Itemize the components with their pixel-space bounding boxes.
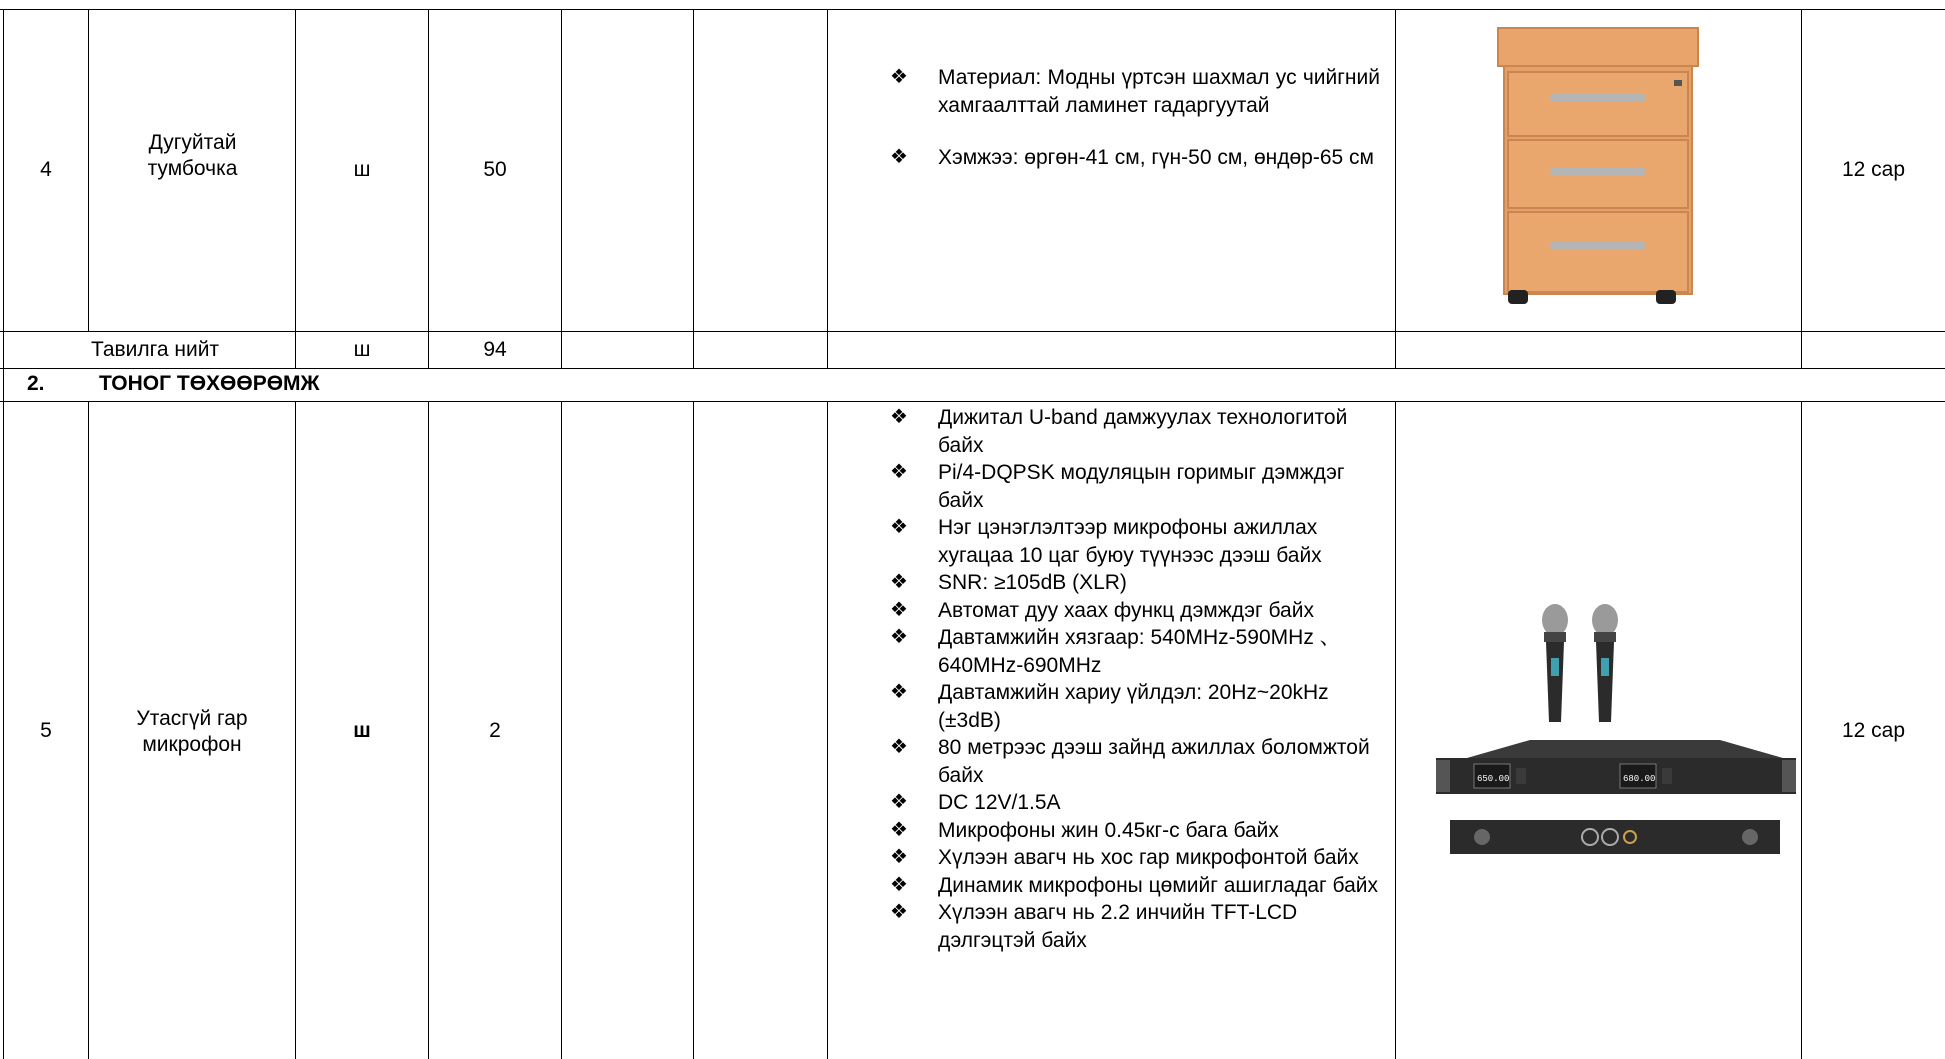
warranty: 12 сар	[1841, 719, 1906, 742]
subtotal-quantity: 94	[483, 338, 507, 361]
item-quantity: 2	[489, 719, 501, 742]
bullet-diamond-icon: ❖	[890, 873, 908, 896]
spec-item: ❖ Pi/4-DQPSK модуляцын горимыг дэмждэг байх	[890, 461, 1345, 512]
bullet-diamond-icon: ❖	[890, 461, 908, 483]
spec-item: ❖ SNR: ≥105dB (XLR)	[890, 569, 1388, 597]
drawer-cabinet-icon	[1490, 24, 1710, 306]
col-divider	[428, 9, 429, 368]
spec-list	[890, 64, 1380, 172]
subtotal-unit: ш	[353, 338, 371, 361]
handheld-microphone-icon	[1592, 604, 1618, 722]
row-divider	[0, 401, 1945, 402]
table-border-top	[0, 9, 1945, 10]
col-divider	[88, 401, 89, 1059]
row-number: 5	[40, 719, 52, 742]
spec-item: ❖ Микрофоны жин 0.45кг-с бага байх	[890, 817, 1388, 845]
col-divider	[827, 9, 828, 368]
bullet-diamond-icon: ❖	[890, 66, 908, 88]
bullet-diamond-icon: ❖	[890, 406, 908, 428]
wireless-microphone-receiver-icon	[1430, 600, 1800, 860]
spec-list	[890, 404, 1388, 954]
subtotal-label: Тавилга нийт	[90, 338, 220, 361]
section-number: 2.	[27, 372, 45, 395]
col-divider	[827, 401, 828, 1059]
col-divider	[693, 401, 694, 1059]
spec-item: ❖ Хүлээн авагч нь хос гар микрофонтой байх	[890, 844, 1388, 872]
bullet-diamond-icon: ❖	[890, 791, 908, 813]
bullet-diamond-icon: ❖	[890, 681, 908, 703]
handheld-microphone-icon	[1542, 604, 1568, 722]
bullet-diamond-icon: ❖	[890, 626, 908, 648]
col-divider	[3, 9, 4, 401]
receiver-back-panel	[1450, 820, 1780, 854]
screen-readout-1: 650.00	[1477, 774, 1510, 784]
row-divider	[0, 368, 1945, 369]
col-divider	[561, 9, 562, 368]
bullet-diamond-icon: ❖	[890, 598, 908, 621]
spec-item: ❖ Хэмжээ: өргөн-41 см, гүн-50 см, өндөр-65 см	[890, 144, 1380, 172]
spec-item: ❖ Нэг цэнэглэлтээр микрофоны ажиллах хугацаа 10 цаг буюу түүнээс дээш байх	[890, 516, 1322, 567]
col-divider	[1395, 401, 1396, 1059]
item-unit: ш	[353, 158, 371, 181]
spec-item: ❖ Давтамжийн хязгаар: 540MHz-590MHz 、640MHz-690MHz	[890, 626, 1341, 677]
item-unit: ш	[353, 719, 371, 742]
spec-item: ❖ Хүлээн авагч нь 2.2 инчийн TFT-LCD дэлгэцтэй байх	[890, 901, 1298, 952]
bullet-diamond-icon: ❖	[890, 901, 908, 923]
bullet-diamond-icon: ❖	[890, 736, 908, 758]
col-divider	[561, 401, 562, 1059]
bullet-diamond-icon: ❖	[890, 516, 908, 538]
section-title: ТОНОГ ТӨХӨӨРӨМЖ	[99, 372, 320, 395]
col-divider	[1395, 9, 1396, 368]
item-name: Утасгүй гар микрофон	[136, 707, 248, 756]
screen-readout-2: 680.00	[1623, 774, 1656, 784]
item-quantity: 50	[483, 158, 507, 181]
spec-item: ❖ Материал: Модны үртсэн шахмал ус чийгний хамгаалттай ламинет гадаргуутай	[890, 66, 1380, 117]
spec-item: ❖ Давтамжийн хариу үйлдэл: 20Hz~20kHz (±3dB)	[890, 681, 1329, 732]
bullet-diamond-icon: ❖	[890, 846, 908, 868]
receiver-front-panel	[1436, 740, 1796, 794]
row-number: 4	[40, 158, 52, 181]
col-divider	[693, 9, 694, 368]
bullet-diamond-icon: ❖	[890, 571, 908, 593]
spec-item: ❖ 80 метрээс дээш зайнд ажиллах боломжтой байх	[890, 736, 1370, 787]
col-divider	[295, 9, 296, 368]
spec-item: ❖ Динамик микрофоны цөмийг ашигладаг байх	[890, 872, 1388, 900]
item-name: Дугуйтай тумбочка	[147, 131, 238, 180]
warranty: 12 сар	[1841, 158, 1906, 181]
row-divider	[0, 331, 1945, 332]
col-divider	[1801, 9, 1802, 368]
spec-item: ❖ Автомат дуу хаах функц дэмждэг байх	[890, 597, 1388, 625]
col-divider	[88, 9, 89, 331]
bullet-diamond-icon: ❖	[890, 146, 908, 168]
spec-item: ❖ DC 12V/1.5A	[890, 789, 1388, 817]
spec-item: ❖ Дижитал U-band дамжуулах технологитой байх	[890, 406, 1348, 457]
bullet-diamond-icon: ❖	[890, 818, 908, 841]
